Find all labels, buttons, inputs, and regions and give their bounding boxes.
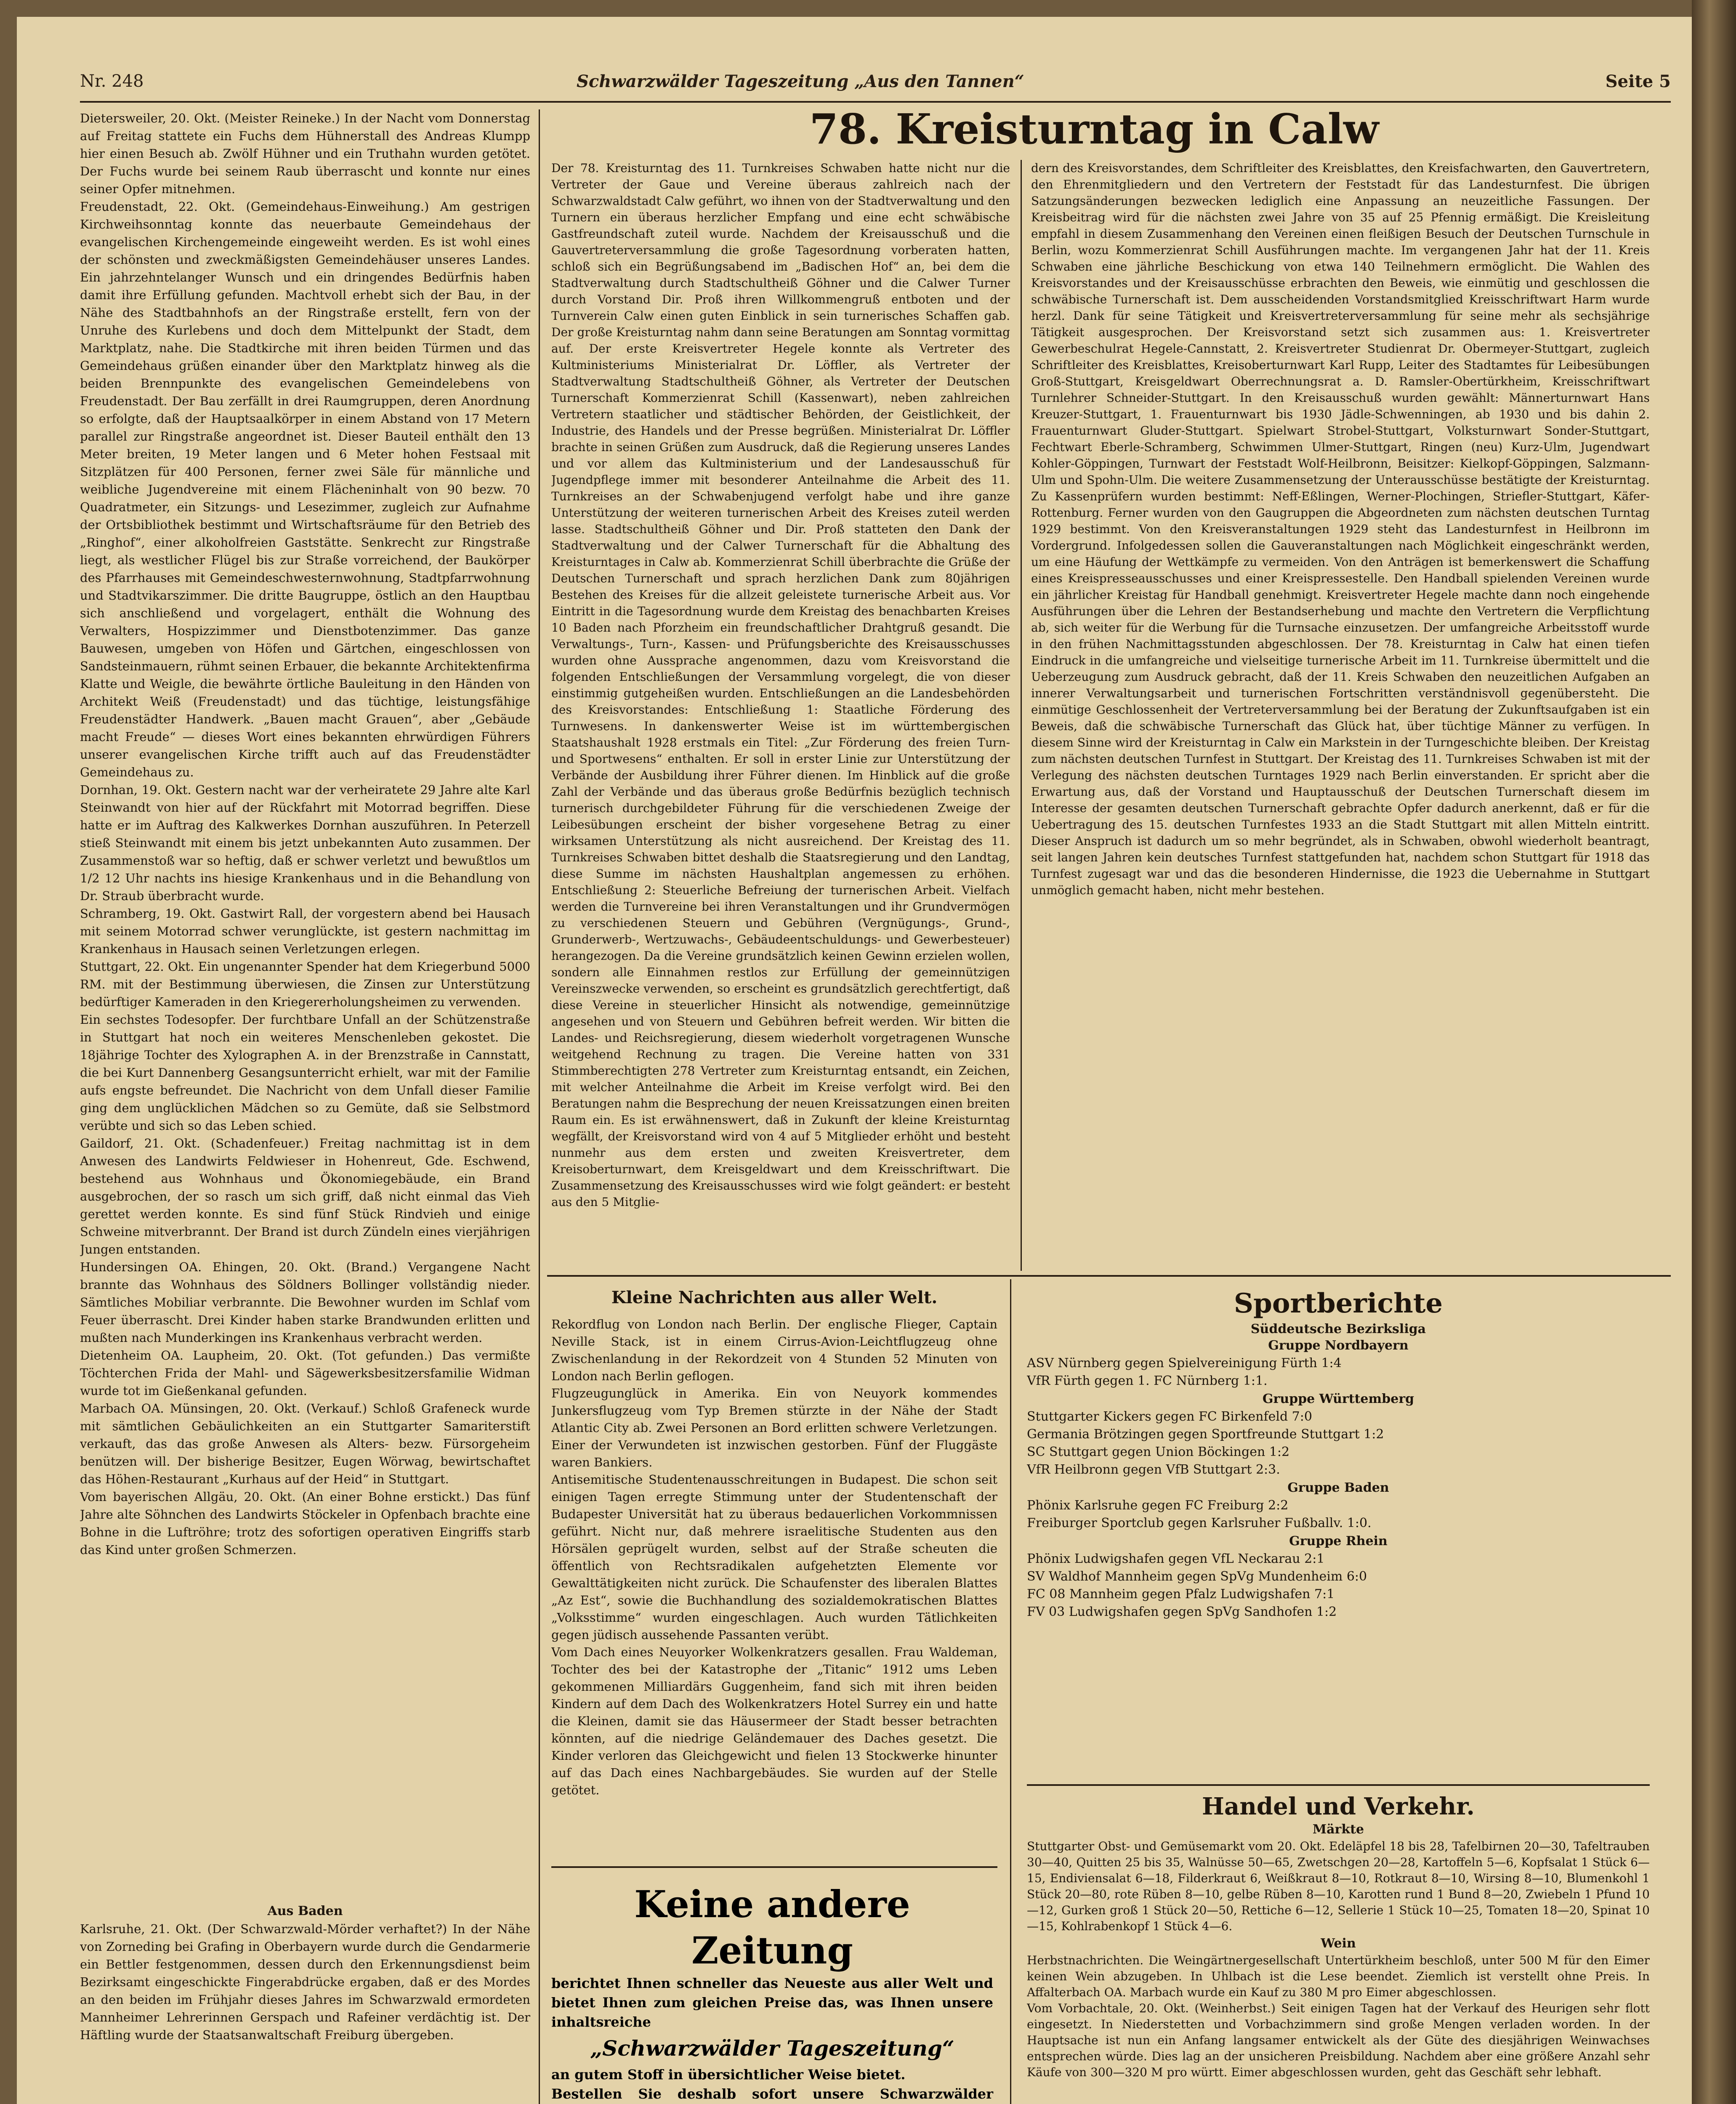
page-number: Seite 5 — [1605, 72, 1671, 91]
advert-paper-name: „Schwarzwälder Tageszeitung“ — [590, 2036, 954, 2061]
handel-wein: Wein — [1321, 1936, 1356, 1951]
turntag-bottom-rule — [547, 1275, 1671, 1277]
newspaper-page — [17, 17, 1692, 2104]
column-divider-2 — [1021, 160, 1022, 1271]
sport-result: SC Stuttgart gegen Union Böckingen 1:2 — [1027, 1445, 1290, 1459]
paper-title: Schwarzwälder Tageszeitung „Aus den Tannen“ — [577, 72, 1024, 91]
handel-title: Handel und Verkehr. — [1202, 1793, 1475, 1820]
sport-bottom-rule — [1027, 1784, 1650, 1786]
advert-text-2: an gutem Stoff in übersichtlicher Weise bietet. Bestellen Sie deshalb sofort unsere Schwarzwälder — [551, 2067, 993, 2102]
left-column — [80, 109, 530, 2104]
sport-result: ASV Nürnberg gegen Spielvereinigung Fürth 1:4 — [1027, 1356, 1342, 1371]
handel-maerkte: Märkte — [1312, 1822, 1364, 1837]
advert-title: Keine andere Zeitung — [634, 1882, 910, 1972]
sport-league: Süddeutsche Bezirksliga — [1250, 1322, 1426, 1336]
turntag-col-1 — [551, 160, 1010, 1271]
sport-title: Sportberichte — [1234, 1288, 1443, 1319]
sport-result: Germania Brötzingen gegen Sportfreunde Stuttgart 1:2 — [1027, 1427, 1384, 1442]
sport-group-name: Gruppe Baden — [1287, 1480, 1389, 1495]
sport-result: Phönix Karlsruhe gegen FC Freiburg 2:2 — [1027, 1498, 1289, 1513]
sport-result: FV 03 Ludwigshafen gegen SpVg Sandhofen 1:2 — [1027, 1605, 1337, 1619]
kleine-nachrichten-text: Rekordflug von London nach Berlin. Der englische Flieger, Captain Neville Stack, ist in einem Cirrus-Avion-Leichtflugzeug ohne Zwischenlandung in der Rekordzeit von 4 Stunden 52 Minuten von London nach Berlin geflogen. Flugzeugunglück in Amerika. Ein von Neuyork kommendes Junkersflugzeug vom Typ Bremen stürzte in der Nähe der Stadt Atlantic City ab. Zwei Personen an Bord erlitten schwere Verletzungen. Einer der Verwundeten ist inzwischen gestorben. Fünf der Fluggäste waren Bankiers. Antisemitische Studentenausschreitungen in Budapest. Die schon seit einigen Tagen erregte Stimmung unter der Studentenschaft der Budapester Universität hat zu überaus bedauerlichen Vorkommnissen geführt. Nicht nur, daß mehrere israelitische Studenten aus den Hörsälen geprügelt wurden, selbst auf der Straße scheuten die öffentlich von Rechtsradikalen aufgehetzten Elemente vor Gewalttätigkeiten nicht zurück. Die Schaufenster des liberalen Blattes „Az Est“, sowie die Buchhandlung des sozialdemokratischen Blattes „Volksstimme“ wurden eingeschlagen. Auch wurden Tätlichkeiten gegen jüdisch aussehende Passanten verübt. Vom Dach eines Neuyorker Wolkenkratzers gesallen. Frau Waldeman, Tochter des bei der Katastrophe der „Titanic“ 1912 ums Leben gekommenen Milliardärs Guggenheim, fand sich mit ihren beiden Kindern auf dem Dach des Wolkenkratzers Hotel Surrey ein und hatte die Kleinen, damit sie das Häusermeer der Stadt besser betrachten könnten, auf die niedrige Geländemauer des Daches gesetzt. Die Kinder verloren das Gleichgewicht und fielen 13 Stockwerke hinunter auf das Dach eines Nachbargebäudes. Sie wurden auf der Stelle getötet. — [551, 1317, 997, 1797]
advert-top-rule — [551, 1866, 997, 1868]
advert-box — [551, 1873, 993, 2104]
baden-text: Karlsruhe, 21. Okt. (Der Schwarzwald-Mörder verhaftet?) In der Nähe von Zorneding bei Grafing in Oberbayern wurde durch die Gendarmerie ein Bettler festgenommen, dessen durch den Erkennungsdienst beim Bezirksamt eingeschickte Fingerabdrücke ergaben, daß er des Mordes an den beiden im Frühjahr dieses Jahres im Schwarzwald ermordeten Mannheimer Lehrerinnen Gerspach und Rafeiner verdächtig ist. Der Häftling wurde der Staatsanwaltschaft Freiburg übergeben. — [80, 1922, 530, 2042]
advert-text-1: berichtet Ihnen schneller das Neueste aus aller Welt und bietet Ihnen zum gleichen Preise das, was Ihnen unsere inhaltsreiche — [551, 1975, 993, 2030]
left-column-baden — [80, 1902, 530, 2100]
header-rule — [80, 101, 1671, 103]
kleine-nachrichten-title: Kleine Nachrichten aus aller Welt. — [611, 1288, 938, 1307]
column-divider-3 — [1010, 1279, 1011, 2104]
column-divider-1 — [539, 109, 540, 2104]
handel-section — [1027, 1793, 1650, 2104]
sport-group-name: Gruppe Nordbayern — [1268, 1338, 1409, 1353]
sport-section — [1027, 1283, 1650, 1780]
sport-group-name: Gruppe Württemberg — [1262, 1392, 1414, 1406]
left-column-text: Dietersweiler, 20. Okt. (Meister Reineke.) In der Nacht vom Donnerstag auf Freitag stattete ein Fuchs dem Hühnerstall des Andreas Klumpp hier einen Besuch ab. Zwölf Hühner und ein Truthahn wurden getötet. Der Fuchs wurde bei seinem Raub überrascht und konnte nur eines seiner Opfer mitnehmen. Freudenstadt, 22. Okt. (Gemeindehaus-Einweihung.) Am gestrigen Kirchweihsonntag konnte das neuerbaute Gemeindehaus der evangelischen Kirchengemeinde eingeweiht werden. Es ist wohl eines der schönsten und zweckmäßigsten Gemeindehäuser unseres Landes. Ein jahrzehntelanger Wunsch und ein dringendes Bedürfnis haben damit ihre Erfüllung gefunden. Machtvoll erhebt sich der Bau, in der Nähe des Stadtbahnhofs an der Ringstraße erstellt, fern von der Unruhe des Kurlebens und doch dem Mittelpunkt der Stadt, dem Marktplatz, nahe. Die Stadtkirche mit ihren beiden Türmen und das Gemeindehaus grüßen einander über den Marktplatz hinweg als die beiden Brennpunkte des evangelischen Gemeindelebens von Freudenstadt. Der Bau zerfällt in drei Raumgruppen, deren Anordnung so erfolgte, daß der Hauptsaalkörper in einem Abstand von 17 Metern parallel zur Ringstraße angeordnet ist. Dieser Bauteil enthält den 13 Meter breiten, 19 Meter langen und 6 Meter hohen Festsaal mit Sitzplätzen für 400 Personen, ferner zwei Säle für männliche und weibliche Jugendvereine mit einem Flächeninhalt von 90 bezw. 70 Quadratmeter, ein Sitzungs- und Lesezimmer, zugleich zur Aufnahme der Ortsbibliothek bestimmt und Wirtschaftsräume für den Betrieb des „Ringhof“, einer alkoholfreien Gaststätte. Senkrecht zur Ringstraße liegt, als westlicher Flügel bis zur Straße vorreichend, der Baukörper des Pfarrhauses mit Gemeindeschwesternwohnung, Stadtpfarrwohnung und Stadtvikarszimmer. Die dritte Baugruppe, östlich an den Hauptbau sich anschließend und vorgelagert, enthält die Wohnung des Verwalters, Hospizzimmer und Dienstbotenzimmer. Das ganze Bauwesen, umgeben von Höfen und Gärtchen, eingeschlossen von Sandsteinmauern, rühmt seinen Erbauer, die bekannte Architektenfirma Klatte und Weigle, die bewährte örtliche Bauleitung in den Händen von Architekt Weiß (Freudenstadt) und das tüchtige, leistungsfähige Freudenstädter Handwerk. „Bauen macht Grauen“, aber „Gebäude macht Freude“ — dieses Wort eines bekannten ehrwürdigen Führers unserer evangelischen Kirche trifft auch auf das Freudenstädter Gemeindehaus zu. Dornhan, 19. Okt. Gestern nacht war der verheiratete 29 Jahre alte Karl Steinwandt von hier auf der Rückfahrt mit Motorrad begriffen. Diese hatte er im Auftrag des Kalkwerkes Dornhan auszuführen. In Peterzell stieß Steinwandt mit einem bis jetzt unbekannten Auto zusammen. Der Zusammenstoß war so heftig, daß er schwer verletzt und bewußtlos um 1/2 12 Uhr nachts ins hiesige Krankenhaus und in die Behandlung von Dr. Straub überbracht wurde. Schramberg, 19. Okt. Gastwirt Rall, der vorgestern abend bei Hausach mit seinem Motorrad schwer verunglückte, ist gestern nachmittag im Krankenhaus in Hausach seinen Verletzungen erlegen. Stuttgart, 22. Okt. Ein ungenannter Spender hat dem Kriegerbund 5000 RM. mit der Bestimmung überwiesen, die Zinsen zur Unterstützung bedürftiger Kameraden in den Kriegererholungsheimen zu verwenden. Ein sechstes Todesopfer. Der furchtbare Unfall an der Schützenstraße in Stuttgart hat noch ein weiteres Menschenleben gekostet. Die 18jährige Tochter des Xylographen A. in der Brenzstraße in Cannstatt, die bei Kurt Dannenberg Gesangsunterricht erhielt, war mit der Familie aufs engste befreundet. Die Nachricht von dem Unfall dieser Familie ging dem unglücklichen Mädchen so zu Gemüte, daß sie Selbstmord verübte und sich so das Leben schied. Gaildorf, 21. Okt. (Schadenfeuer.) Freitag nachmittag ist in dem Anwesen des Landwirts Feldwieser in Hohenreut, Gde. Eschwend, bestehend aus Wohnhaus und Ökonomiegebäude, ein Brand ausgebrochen, der so rasch um sich griff, daß nicht einmal das Vieh gerettet werden konnte. Es sind fünf Stück Rindvieh und einige Schweine mitverbrannt. Der Brand ist durch Zündeln eines vierjährigen Jungen entstanden. Hundersingen OA. Ehingen, 20. Okt. (Brand.) Vergangene Nacht brannte das Wohnhaus des Söldners Bollinger vollständig nieder. Sämtliches Mobiliar verbrannte. Die Bewohner wurden im Schlaf vom Feuer überrascht. Drei Kinder haben starke Brandwunden erlitten und mußten nach Munderkingen ins Krankenhaus verbracht werden. Dietenheim OA. Laupheim, 20. Okt. (Tot gefunden.) Das vermißte Töchterchen Frida der Mahl- und Sägewerksbesitzersfamilie Widman wurde tot im Gießenkanal gefunden. Marbach OA. Münsingen, 20. Okt. (Verkauf.) Schloß Grafeneck wurde mit sämtlichen Gebäulichkeiten an ein Stuttgarter Samariterstift verkauft, das das große Anwesen als Alters- bezw. Fürsorgeheim benützen will. Der bisherige Besitzer, Eugen Wörwag, bewirtschaftet das Höhen-Restaurant „Kurhaus auf der Heid“ in Stuttgart. Vom bayerischen Allgäu, 20. Okt. (An einer Bohne erstickt.) Das fünf Jahre alte Söhnchen des Landwirts Stöckeler in Opfenbach brachte eine Bohne in die Luftröhre; trotz des sofortigen operativen Eingriffs starb das Kind unter großen Schmerzen. — [80, 111, 530, 1557]
turntag-col-2 — [1031, 160, 1650, 1271]
handel-market-text: Stuttgarter Obst- und Gemüsemarkt vom 20. Okt. Edeläpfel 18 bis 28, Tafelbirnen 20—30, Tafeltrauben 30—40, Quitten 25 bis 35, Walnüsse 50—65, Zwetschgen 20—28, Kartoffeln 5—6, Kopfsalat 1 Stück 6—15, Endiviensalat 6—18, Filderkraut 6, Weißkraut 8—10, Rotkraut 8—10, Wirsing 8—10, Blumenkohl 1 Stück 20—80, rote Rüben 8—10, gelbe Rüben 8—10, Karotten rund 1 Bund 8—20, Zwiebeln 1 Pfund 10—12, Gurken groß 1 Stück 20—50, Rettiche 6—12, Sellerie 1 Stück 10—25, Tomaten 18—20, Spinat 10—15, Kohlrabenkopf 1 Stück 4—6. — [1027, 1839, 1650, 1933]
section-baden: Aus Baden — [267, 1904, 343, 1918]
issue-number: Nr. 248 — [80, 72, 144, 91]
handel-wein-text: Herbstnachrichten. Die Weingärtnergesellschaft Untertürkheim beschloß, unter 500 M für den Eimer keinen Wein abzugeben. In Uhlbach ist die Lese beendet. Ziemlich ist verstellt ohne Preis. In Affalterbach OA. Marbach wurde ein Kauf zu 380 M pro Eimer abgeschlossen. Vom Vorbachtale, 20. Okt. (Weinherbst.) Seit einigen Tagen hat der Verkauf des Heurigen sehr flott eingesetzt. In Niederstetten und Vorbachzimmern sind große Mengen verladen worden. In der Hauptsache ist nun ein Anfang langsamer entwickelt als der Güte des diesjährigen Weinwachses entsprechen würde. Dies lag an der unsicheren Preisbildung. Nachdem aber eine größere Anzahl sehr Käufe von 300—320 M pro württ. Eimer abgeschlossen wurden, geht das Geschäft sehr lebhaft. — [1027, 1953, 1650, 2079]
sport-result: FC 08 Mannheim gegen Pfalz Ludwigshafen 7:1 — [1027, 1587, 1335, 1602]
sport-result: VfR Heilbronn gegen VfB Stuttgart 2:3. — [1027, 1462, 1280, 1477]
page-header — [80, 72, 1671, 101]
sport-result: SV Waldhof Mannheim gegen SpVg Mundenheim 6:0 — [1027, 1569, 1367, 1584]
sport-result: Freiburger Sportclub gegen Karlsruher Fußballv. 1:0. — [1027, 1516, 1372, 1530]
turntag-title: 78. Kreisturntag in Calw — [809, 105, 1379, 154]
sport-group-name: Gruppe Rhein — [1289, 1534, 1388, 1549]
kleine-nachrichten — [551, 1283, 997, 1864]
turntag-text-2: dern des Kreisvorstandes, dem Schriftleiter des Kreisblattes, den Kreisfachwarten, den Gauvertretern, den Ehrenmitgliedern und den Vertretern der Feststadt für das Landesturnfest. Die übrigen Satzungsänderungen bezwecken lediglich eine Anpassung an neuzeitliche Fassungen. Der Kreisbeitrag wird für die nächsten zwei Jahre von 35 auf 25 Pfennig ermäßigt. Die Kreisleitung empfahl in diesem Zusammenhang den Vereinen einen fleißigen Besuch der Deutschen Turnschule in Berlin, wozu Kommerzienrat Schill Ausführungen machte. Im vergangenen Jahr hat der 11. Kreis Schwaben eine jährliche Beschickung von etwa 140 Teilnehmern ermöglicht. Die Wahlen des Kreisvorstandes und der Kreisausschüsse erbrachten den Beweis, wie einmütig und geschlossen die schwäbische Turnerschaft ist. Dem ausscheidenden Vorstandsmitglied Kreisschriftwart Harm wurde herzl. Dank für seine Tätigkeit und Kreisvertreterversammlung für seine mehr als sechsjährige Tätigkeit ausgesprochen. Der Kreisvorstand setzt sich zusammen aus: 1. Kreisvertreter Gewerbeschulrat Hegele-Cannstatt, 2. Kreisvertreter Studienrat Dr. Obermeyer-Stuttgart, zugleich Schriftleiter des Kreisblattes, Kreisoberturnwart Karl Rupp, Leiter des Stadtamtes für Leibesübungen Groß-Stuttgart, Kreisgeldwart Oberrechnungsrat a. D. Ramsler-Obertürkheim, Kreisschriftwart Turnlehrer Schneider-Stuttgart. In den Kreisausschuß wurden gewählt: Männerturnwart Hans Kreuzer-Stuttgart, 1. Frauenturnwart bis 1930 Jädle-Schwenningen, ab 1930 und bis dahin 2. Frauenturnwart Gluder-Stuttgart. Spielwart Strobel-Stuttgart, Volksturnwart Sonder-Stuttgart, Fechtwart Eberle-Schramberg, Schwimmen Ulmer-Stuttgart, Ringen (neu) Kurz-Ulm, Jugendwart Kohler-Göppingen, Turnwart der Feststadt Wolf-Heilbronn, Beisitzer: Kielkopf-Göppingen, Salzmann-Ulm und Spohn-Ulm. Die weitere Zusammensetzung der Unterausschüsse bestätigte der Kreisturntag. Zu Kassenprüfern wurden bestimmt: Neff-Eßlingen, Werner-Plochingen, Striefler-Stuttgart, Käfer-Rottenburg. Ferner wurden von den Gaugruppen die Abgeordneten zum nächsten deutschen Turntag 1929 bestimmt. Von den Kreisveranstaltungen 1929 steht das Landesturnfest in Heilbronn im Vordergrund. Infolgedessen sollen die Gauveranstaltungen nach Möglichkeit eingeschränkt werden, um eine Häufung der Wettkämpfe zu vermeiden. Von den Anträgen ist bemerkenswert die Schaffung eines Kreispresseausschusses und einer Kreispressestelle. Den Handball spielenden Vereinen wurde ein jährlicher Kreistag für Handball genehmigt. Kreisvertreter Hegele machte dann noch eingehende Ausführungen über die Lehren der Bestandserhebung und machte den Vertretern die Verpflichtung ab, sich weiter für die Werbung für die Turnsache einzusetzen. Der umfangreiche Arbeitsstoff wurde in den frühen Nachmittagsstunden abgeschlossen. Der 78. Kreisturntag in Calw hat einen tiefen Eindruck in die umfangreiche und vielseitige turnerische Arbeit im 11. Turnkreise übermittelt und die Ueberzeugung zum Ausdruck gebracht, daß der 11. Kreis Schwaben den neuzeitlichen Aufgaben an innerer Verwaltungsarbeit und turnerischen Fortschritten verständnisvoll gegenübersteht. Die einmütige Geschlossenheit der Vertreterversammlung bei der Beratung der Zukunftsaufgaben ist ein Beweis, daß die schwäbische Turnerschaft das Glück hat, über tüchtige Männer zu verfügen. In diesem Sinne wird der Kreisturntag in Calw ein Markstein in der Turngeschichte bleiben. Der Kreistag zum nächsten deutschen Turnfest in Stuttgart. Der Kreistag des 11. Turnkreises Schwaben ist mit der Verlegung des nächsten deutschen Turntages 1929 nach Berlin einverstanden. Er spricht aber die Erwartung aus, daß der Vorstand und Hauptausschuß der Deutschen Turnerschaft diesem im Interesse der gesamten deutschen Turnerschaft gebrachte Opfer dadurch anerkennt, daß er für die Uebertragung des 15. deutschen Turnfestes 1933 an die Stadt Stuttgart mit allen Mitteln eintritt. Dieser Anspruch ist dadurch um so mehr begründet, als in Schwaben, obwohl wiederholt beantragt, seit langen Jahren kein deutsches Turnfest stattgefunden hat, nachdem schon Stuttgart für 1918 das Turnfest zugesagt war und das die besonderen Hindernisse, die 1923 die Uebernahme in Stuttgart unmöglich gemacht haben, nicht mehr bestehen. — [1031, 161, 1650, 897]
turntag-text-1: Der 78. Kreisturntag des 11. Turnkreises Schwaben hatte nicht nur die Vertreter der Gaue und Vereine überaus zahlreich nach der Schwarzwaldstadt Calw geführt, wo ihnen von der Stadtverwaltung und den Turnern ein überaus herzlicher Empfang und eine echt schwäbische Gastfreundschaft zuteil wurde. Nachdem der Kreisausschuß und die Gauvertreterversammlung die große Tagesordnung vorberaten hatten, schloß sich ein Begrüßungsabend im „Badischen Hof“ an, bei dem die Stadtverwaltung durch Stadtschultheiß Göhner und die Calwer Turner durch Vorstand Dir. Proß ihren Willkommengruß entboten und der Turnverein Calw einen guten Einblick in sein turnerisches Schaffen gab. Der große Kreisturntag nahm dann seine Beratungen am Sonntag vormittag auf. Der erste Kreisvertreter Hegele konnte als Vertreter des Kultministeriums Ministerialrat Dr. Löffler, als Vertreter der Stadtverwaltung Stadtschultheiß Göhner, als Vertreter der Deutschen Turnerschaft Kommerzienrat Schill (Kassenwart), neben zahlreichen Vertretern staatlicher und städtischer Behörden, der Geistlichkeit, der Industrie, des Handels und der Presse begrüßen. Ministerialrat Dr. Löffler brachte in seinen Grüßen zum Ausdruck, daß die Regierung unseres Landes und vor allem das Kultministerium und der Landesausschuß für Jugendpflege immer mit besonderer Anteilnahme die Arbeit des 11. Turnkreises an der Schwabenjugend verfolgt habe und ihre ganze Unterstützung der weiteren turnerischen Arbeit des Kreises zuteil werden lasse. Stadtschultheiß Göhner und Dir. Proß statteten den Dank der Stadtverwaltung und der Calwer Turnerschaft für die Abhaltung des Kreisturntages in Calw ab. Kommerzienrat Schill überbrachte die Grüße der Deutschen Turnerschaft und sprach herzlichen Dank zum 80jährigen Bestehen des Kreises für die allzeit geleistete turnerische Arbeit aus. Vor Eintritt in die Tagesordnung wurde dem Kreistag des benachbarten Kreises 10 Baden nach Pforzheim ein freundschaftlicher Drahtgruß gesandt. Die Verwaltungs-, Turn-, Kassen- und Prüfungsberichte des Kreisausschusses wurden ohne Aussprache angenommen, dazu vom Kreisvorstand die folgenden Entschließungen der Versammlung vorgelegt, die von dieser einstimmig gutgeheißen wurden. Entschließungen an die Landesbehörden des Kreisvorstandes: Entschließung 1: Staatliche Förderung des Turnwesens. In dankenswerter Weise ist im württembergischen Staatshaushalt 1928 erstmals ein Titel: „Zur Förderung des freien Turn- und Sportwesens“ enthalten. Er soll in erster Linie zur Unterstützung der Verbände der Ausbildung ihrer Führer dienen. Im Hinblick auf die große Zahl der Verbände und das überaus große Bedürfnis bezüglich technisch turnerisch durchgebildeter Führung für die verschiedenen Zweige der Leibesübungen erscheint der bisher vorgesehene Betrag zu einer wirksamen Unterstützung als nicht ausreichend. Der Kreistag des 11. Turnkreises Schwaben bittet deshalb die Staatsregierung und den Landtag, diese Summe im nächsten Haushaltplan angemessen zu erhöhen. Entschließung 2: Steuerliche Befreiung der turnerischen Arbeit. Vielfach werden die Turnvereine bei ihren Veranstaltungen und ihr Grundvermögen zu verschiedenen Steuern und Gebühren (Vergnügungs-, Grund-, Grunderwerb-, Wertzuwachs-, Gebäudeentschuldungs- und Gewerbesteuer) herangezogen. Da die Vereine grundsätzlich keinen Gewinn erzielen wollen, sondern alle Einnahmen restlos zur Erfüllung der gemeinnützigen Vereinszwecke verwenden, so erscheint es grundsätzlich gerechtfertigt, daß diese Vereine in steuerlicher Hinsicht als notwendige, gemeinnützige angesehen und von Steuern und Gebühren befreit werden. Wir bitten die Landes- und Reichsregierung, diesem wiederholt vorgetragenen Wunsche weitgehend Rechnung zu tragen. Die Vereine hatten von 331 Stimmberechtigten 278 Vertreter zum Kreisturntag entsandt, ein Zeichen, mit welcher Anteilnahme die Arbeit im Kreise verfolgt wird. Bei den Beratungen nahm die Besprechung der neuen Kreissatzungen einen breiten Raum ein. Es ist erwähnenswert, daß in Zukunft der kleine Kreisturntag wegfällt, der Kreisvorstand wird von 4 auf 5 Mitglieder erhöht und besteht nunmehr aus dem ersten und zweiten Kreisvertreter, dem Kreisoberturnwart, dem Kreisgeldwart und dem Kreisschriftwart. Die Zusammensetzung des Kreisausschusses wird wie folgt geändert: er besteht aus den 5 Mitglie- — [551, 161, 1010, 1209]
sport-result: VfR Fürth gegen 1. FC Nürnberg 1:1. — [1027, 1373, 1268, 1388]
sport-result: Phönix Ludwigshafen gegen VfL Neckarau 2:1 — [1027, 1551, 1325, 1566]
sport-result: Stuttgarter Kickers gegen FC Birkenfeld 7:0 — [1027, 1409, 1312, 1424]
book-binding — [1692, 0, 1736, 2104]
